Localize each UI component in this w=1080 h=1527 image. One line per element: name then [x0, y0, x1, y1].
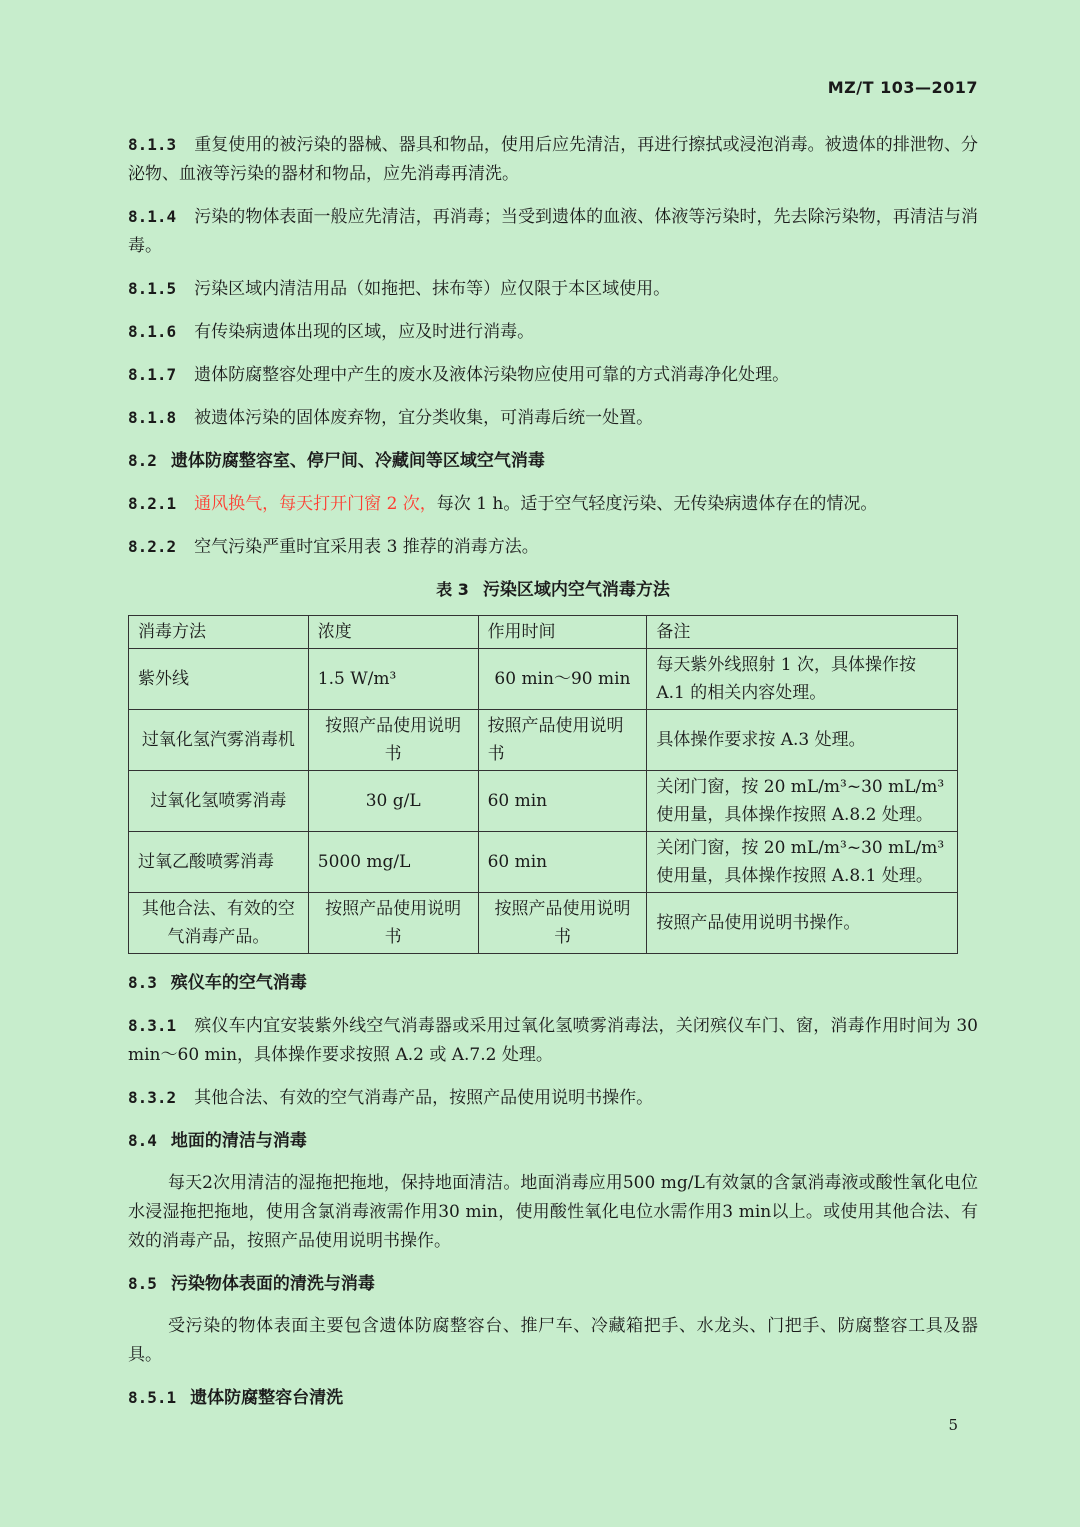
table-cell: 每天紫外线照射 1 次，具体操作按 A.1 的相关内容处理。	[647, 649, 958, 710]
section-number: 8.2	[128, 451, 157, 470]
table-row	[129, 649, 958, 710]
clause-8-2-2	[128, 532, 978, 562]
table-row	[129, 771, 958, 832]
clause-number: 8.2.1	[128, 494, 177, 513]
clause-text: 每次 1 h。适于空气轻度污染、无传染病遗体存在的情况。	[436, 494, 878, 514]
section-heading-8-5	[128, 1269, 978, 1299]
table-title: 污染区域内空气消毒方法	[482, 580, 670, 600]
clause-8-1-8	[128, 403, 978, 433]
table-cell: 60 min	[478, 832, 647, 893]
header-cell: 作用时间	[478, 616, 647, 649]
clause-number: 8.3.1	[128, 1016, 177, 1035]
clause-number: 8.1.7	[128, 365, 177, 384]
clause-text: 其他合法、有效的空气消毒产品，按照产品使用说明书操作。	[194, 1088, 654, 1108]
table-cell: 按照产品使用说明书	[478, 893, 647, 954]
clause-8-3-1	[128, 1011, 978, 1070]
section-title: 遗体防腐整容室、停尸间、冷藏间等区域空气消毒	[170, 451, 545, 471]
clause-text: 殡仪车内宜安装紫外线空气消毒器或采用过氧化氢喷雾消毒法，关闭殡仪车门、窗，消毒作用时间为 30 min～60 min，具体操作要求按照 A.2 或 A.7.2 处理。	[128, 1016, 978, 1065]
table-row	[129, 832, 958, 893]
clause-number: 8.3.2	[128, 1088, 177, 1107]
table-cell: 5000 mg/L	[308, 832, 478, 893]
section-title: 遗体防腐整容台清洗	[190, 1388, 344, 1408]
highlighted-text: 通风换气，每天打开门窗 2 次，	[194, 494, 437, 514]
table-cell: 按照产品使用说明书	[478, 710, 647, 771]
table-cell: 30 g/L	[308, 771, 478, 832]
section-title: 殡仪车的空气消毒	[170, 973, 307, 993]
page-number: 5	[948, 1416, 958, 1434]
table-header-row	[129, 616, 958, 649]
clause-number: 8.1.6	[128, 322, 177, 341]
clause-text: 重复使用的被污染的器械、器具和物品，使用后应先清洁，再进行擦拭或浸泡消毒。被遗体的排泄物、分泌物、血液等污染的器材和物品，应先消毒再清洗。	[128, 135, 978, 184]
clause-8-1-7	[128, 360, 978, 390]
table-cell: 紫外线	[129, 649, 309, 710]
header-cell: 备注	[647, 616, 958, 649]
section-number: 8.5	[128, 1274, 157, 1293]
clause-number: 8.1.8	[128, 408, 177, 427]
paragraph-8-4: 每天2次用清洁的湿拖把拖地，保持地面清洁。地面消毒应用500 mg/L有效氯的含氯消毒液或酸性氧化电位水浸湿拖把拖地，使用含氯消毒液需作用30 min，使用酸性氧化电位水需作用3 min以上。或使用其他合法、有效的消毒产品，按照产品使用说明书操作。	[128, 1173, 978, 1251]
table-cell: 其他合法、有效的空气消毒产品。	[129, 893, 309, 954]
clause-8-1-3	[128, 130, 978, 189]
table-cell: 1.5 W/m³	[308, 649, 478, 710]
section-title: 地面的清洁与消毒	[170, 1131, 307, 1151]
table-cell: 过氧化氢汽雾消毒机	[129, 710, 309, 771]
table-row	[129, 893, 958, 954]
clause-text: 有传染病遗体出现的区域，应及时进行消毒。	[194, 322, 535, 342]
header-cell: 浓度	[308, 616, 478, 649]
document-body	[128, 130, 978, 1426]
section-heading-8-5-1	[128, 1383, 978, 1413]
clause-text: 污染的物体表面一般应先清洁，再消毒；当受到遗体的血液、体液等污染时，先去除污染物，再清洁与消毒。	[128, 207, 978, 256]
clause-text: 被遗体污染的固体废弃物，宜分类收集，可消毒后统一处置。	[194, 408, 654, 428]
clause-number: 8.1.3	[128, 135, 177, 154]
section-number: 8.5.1	[128, 1388, 177, 1407]
table-caption	[128, 575, 978, 605]
table-cell: 按照产品使用说明书	[308, 710, 478, 771]
clause-text: 空气污染严重时宜采用表 3 推荐的消毒方法。	[194, 537, 539, 557]
header-cell: 消毒方法	[129, 616, 309, 649]
clause-text: 遗体防腐整容处理中产生的废水及液体污染物应使用可靠的方式消毒净化处理。	[194, 365, 790, 385]
disinfection-table	[128, 615, 958, 954]
clause-number: 8.2.2	[128, 537, 177, 556]
table-cell: 过氧化氢喷雾消毒	[129, 771, 309, 832]
standard-code: MZ/T 103—2017	[827, 78, 978, 97]
table-number: 表 3	[436, 580, 469, 599]
clause-8-1-6	[128, 317, 978, 347]
table-cell: 关闭门窗，按 20 mL/m³~30 mL/m³ 使用量，具体操作按照 A.8.1 处理。	[647, 832, 958, 893]
clause-8-3-2	[128, 1083, 978, 1113]
table-cell: 按照产品使用说明书	[308, 893, 478, 954]
table-cell: 按照产品使用说明书操作。	[647, 893, 958, 954]
table-cell: 具体操作要求按 A.3 处理。	[647, 710, 958, 771]
table-cell: 关闭门窗，按 20 mL/m³~30 mL/m³ 使用量，具体操作按照 A.8.2 处理。	[647, 771, 958, 832]
clause-8-1-4	[128, 202, 978, 261]
clause-text: 污染区域内清洁用品（如拖把、抹布等）应仅限于本区域使用。	[194, 279, 671, 299]
paragraph-8-5: 受污染的物体表面主要包含遗体防腐整容台、推尸车、冷藏箱把手、水龙头、门把手、防腐整容工具及器具。	[128, 1316, 978, 1365]
section-heading-8-2	[128, 446, 978, 476]
clause-number: 8.1.4	[128, 207, 177, 226]
clause-number: 8.1.5	[128, 279, 177, 298]
section-number: 8.3	[128, 973, 157, 992]
table-row	[129, 710, 958, 771]
table-cell: 60 min	[478, 771, 647, 832]
section-heading-8-3	[128, 968, 978, 998]
table-cell: 60 min～90 min	[478, 649, 647, 710]
clause-8-1-5	[128, 274, 978, 304]
section-number: 8.4	[128, 1131, 157, 1150]
section-title: 污染物体表面的清洗与消毒	[170, 1274, 375, 1294]
clause-8-2-1	[128, 489, 978, 519]
section-heading-8-4	[128, 1126, 978, 1156]
table-cell: 过氧乙酸喷雾消毒	[129, 832, 309, 893]
